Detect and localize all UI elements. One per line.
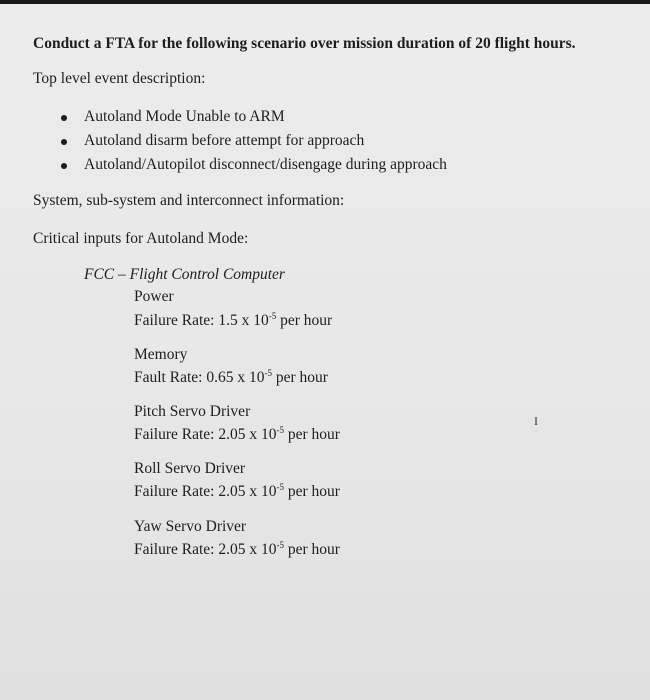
rate-coefficient: 0.65 x 10 [206,369,265,386]
bullet-item: Autoland/Autopilot disconnect/disengage during approach [84,156,447,173]
rate-unit: per hour [275,369,328,386]
rate-coefficient: 2.05 x 10 [218,541,277,558]
rate-exponent: -5 [276,482,284,492]
bullet-icon [61,163,67,169]
rate-unit: per hour [287,541,340,558]
rate-unit: per hour [287,426,340,443]
rate-label: Failure Rate: [134,483,215,500]
component-name: Power [134,288,174,305]
bullet-item: Autoland Mode Unable to ARM [84,108,285,125]
rate-unit: per hour [287,483,340,500]
component-rate [134,482,340,502]
rate-label: Failure Rate: [134,312,215,329]
rate-coefficient: 2.05 x 10 [218,426,277,443]
component-name: Pitch Servo Driver [134,403,251,420]
component-name: Memory [134,346,188,363]
component-rate [134,540,340,560]
rate-exponent: -5 [264,368,272,378]
rate-label: Fault Rate: [134,369,203,386]
critical-inputs-label: Critical inputs for Autoland Mode: [33,230,249,247]
bullet-icon [61,139,67,145]
rate-label: Failure Rate: [134,426,215,443]
system-info-label: System, sub-system and interconnect information: [33,192,345,209]
component-rate [134,425,340,445]
rate-label: Failure Rate: [134,541,215,558]
rate-unit: per hour [280,312,333,329]
rate-coefficient: 2.05 x 10 [218,483,277,500]
component-rate [134,311,332,331]
fcc-heading: FCC – Flight Control Computer [84,266,285,283]
rate-coefficient: 1.5 x 10 [218,312,269,329]
component-rate [134,368,328,388]
rate-exponent: -5 [276,425,284,435]
text-cursor-icon: I [534,414,538,428]
component-name: Yaw Servo Driver [134,518,247,535]
top-level-label: Top level event description: [33,70,206,87]
page-title: Conduct a FTA for the following scenario over mission duration of 20 flight hours. [33,35,576,52]
bullet-item: Autoland disarm before attempt for approach [84,132,365,149]
bullet-icon [61,115,67,121]
rate-exponent: -5 [268,311,277,321]
rate-exponent: -5 [276,540,284,550]
component-name: Roll Servo Driver [134,460,246,477]
